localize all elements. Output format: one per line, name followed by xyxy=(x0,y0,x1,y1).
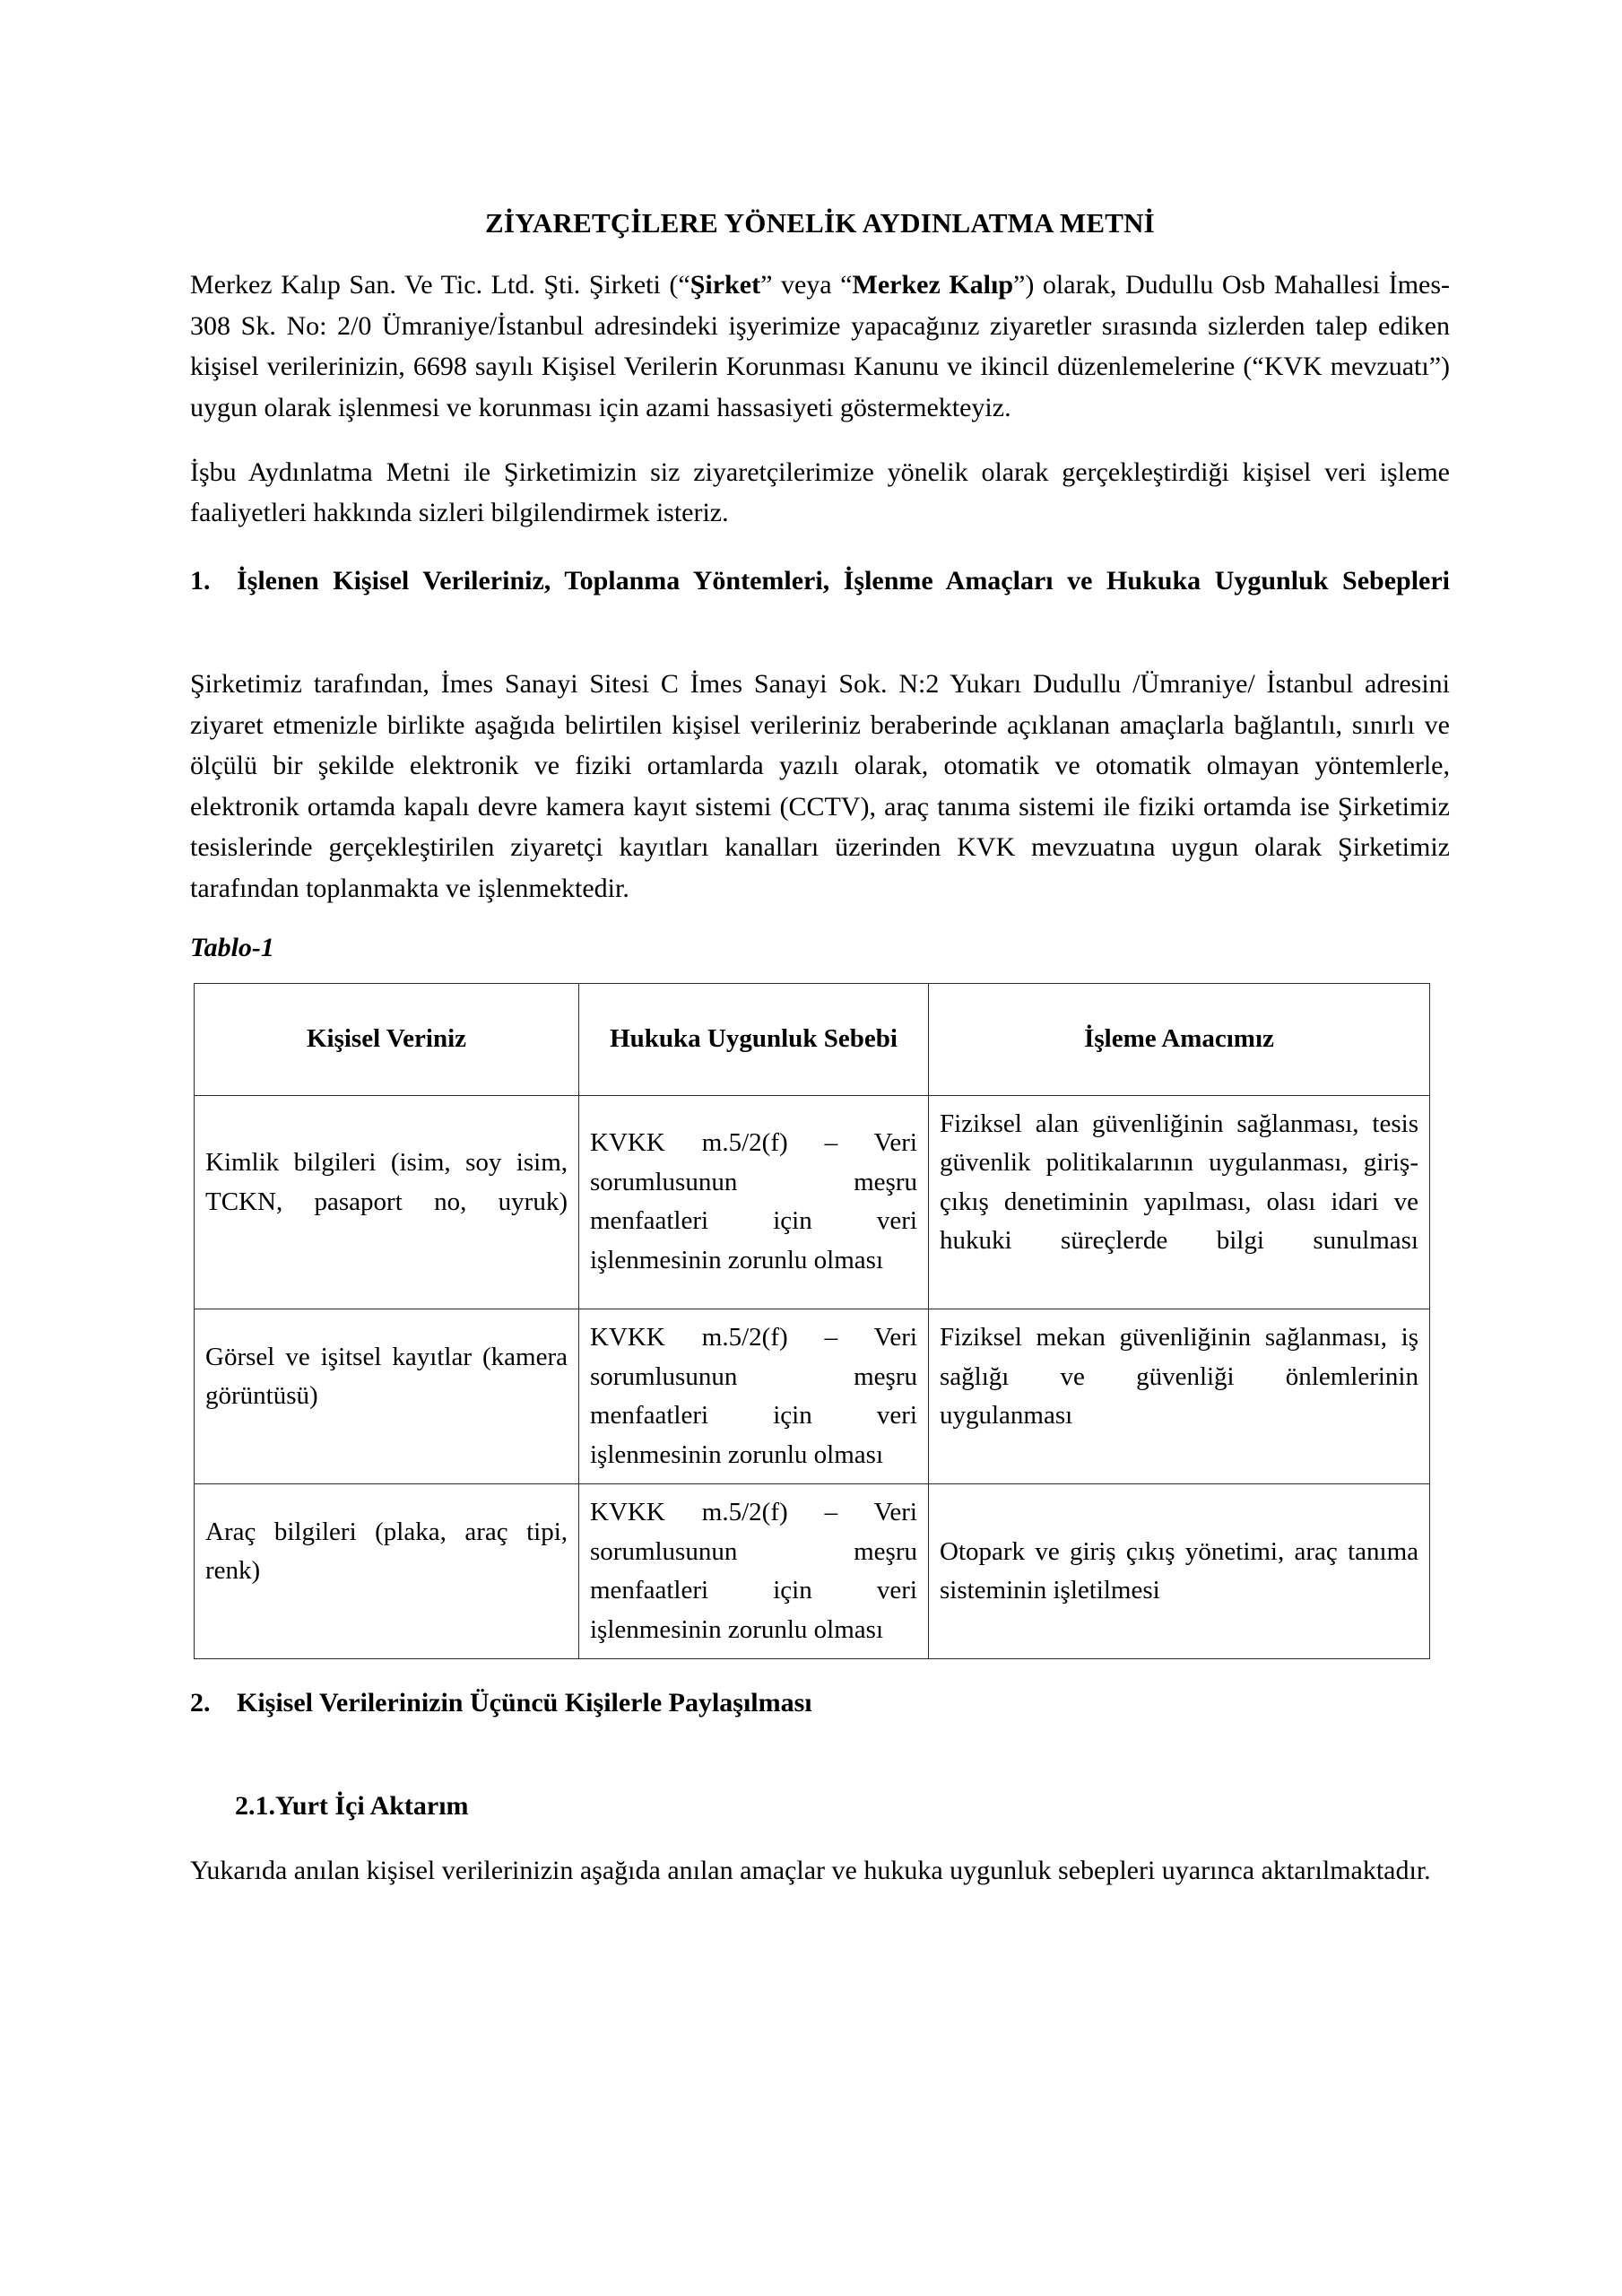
intro-paragraph-2: İşbu Aydınlatma Metni ile Şirketimizin siz ziyaretçilerimize yönelik olarak gerçekleştirdiği kişisel veri işleme faaliyetleri hakkında sizleri bilgilendirmek isteriz. xyxy=(190,457,1450,528)
section-1-heading xyxy=(190,561,1450,642)
intro-part-3: ”) olarak, Dudullu Osb Mahallesi İmes-308 Sk. No: 2/0 Ümraniye/İstanbul adresindeki işyerimize yapacağınız ziyaretler sırasında sizlerden talep ediken kişisel verilerinizin, 6698 sayılı Kişisel Verilerin Korunması Kanunu ve ikincil düzenlemelerine (“KVK mevzuatı”) uygun olarak işlenmesi ve korunması için azami hassasiyeti göstermekteyiz. xyxy=(190,270,1451,422)
table-cell-veri-2: Görsel ve işitsel kayıtlar (kamera görüntüsü) xyxy=(195,1309,579,1484)
page-title: ZİYARETÇİLERE YÖNELİK AYDINLATMA METNİ xyxy=(485,207,1155,239)
section-2-paragraph: Yukarıda anılan kişisel verilerinizin aşağıda anılan amaçlar ve hukuka uygunluk sebepleri uyarınca aktarılmaktadır. xyxy=(190,1855,1431,1885)
table-cell-amac-2: Fiziksel mekan güvenliğinin sağlanması, iş sağlığı ve güvenliği önlemlerinin uygulanması xyxy=(929,1309,1430,1484)
table-row xyxy=(195,1309,1430,1484)
table-caption: Tablo-1 xyxy=(190,932,274,962)
table-cell-sebep-2: KVKK m.5/2(f) – Veri sorumlusunun meşru menfaatleri için veri işlenmesinin zorunlu olması xyxy=(579,1309,929,1484)
section-1-number: 1. xyxy=(190,565,211,596)
table-cell-veri-1: Kimlik bilgileri (isim, soy isim, TCKN, pasaport no, uyruk) xyxy=(195,1095,579,1309)
intro-bold-merkez-kalip: Merkez Kalıp xyxy=(852,270,1014,300)
intro-paragraph-1 xyxy=(190,265,1450,428)
table-cell-sebep-3: KVKK m.5/2(f) – Veri sorumlusunun meşru menfaatleri için veri işlenmesinin zorunlu olması xyxy=(579,1484,929,1659)
table-cell-sebep-1: KVKK m.5/2(f) – Veri sorumlusunun meşru menfaatleri için veri işlenmesinin zorunlu olması xyxy=(579,1095,929,1309)
section-1-heading-text: İşlenen Kişisel Verileriniz, Toplanma Yöntemleri, İşlenme Amaçları ve Hukuka Uygunluk Sebepleri xyxy=(237,565,1450,596)
table-cell-amac-1: Fiziksel alan güvenliğinin sağlanması, tesis güvenlik politikalarının uygulanması, giriş-çıkış denetiminin yapılması, olası idari ve hukuki süreçlerde bilgi sunulması xyxy=(929,1095,1430,1309)
intro-part-1: Merkez Kalıp San. Ve Tic. Ltd. Şti. Şirketi (“ xyxy=(190,270,690,300)
personal-data-table xyxy=(194,983,1430,1660)
table-header-kisisel-veriniz: Kişisel Veriniz xyxy=(195,983,579,1095)
table-row xyxy=(195,1095,1430,1309)
section-2-1-subheading: 2.1.Yurt İçi Aktarım xyxy=(235,1791,469,1822)
intro-part-2: ” veya “ xyxy=(760,270,853,300)
table-cell-veri-3: Araç bilgileri (plaka, araç tipi, renk) xyxy=(195,1484,579,1659)
table-row xyxy=(195,1484,1430,1659)
table-header-row xyxy=(195,983,1430,1095)
intro-bold-sirket: Şirket xyxy=(690,270,761,300)
section-2-heading xyxy=(190,1683,1450,1764)
table-cell-amac-3: Otopark ve giriş çıkış yönetimi, araç tanıma sisteminin işletilmesi xyxy=(929,1484,1430,1659)
section-2-number: 2. xyxy=(190,1688,211,1718)
section-1-paragraph: Şirketimiz tarafından, İmes Sanayi Sitesi C İmes Sanayi Sok. N:2 Yukarı Dudullu /Ümraniye/ İstanbul adresini ziyaret etmenizle birlikte aşağıda belirtilen kişisel verileriniz beraberinde açıklanan amaçlarla bağlantılı, sınırlı ve ölçülü bir şekilde elektronik ve fiziki ortamlarda yazılı olarak, otomatik ve otomatik olmayan yöntemlerle, elektronik ortamda kapalı devre kamera kayıt sistemi (CCTV), araç tanıma sistemi ile fiziki ortamda ise Şirketimiz tesislerinde gerçekleştirilen ziyaretçi kayıtları kanalları üzerinden KVK mevzuatına uygun olarak Şirketimiz tarafından toplanmakta ve işlenmektedir. xyxy=(190,668,1450,903)
section-2-heading-text: Kişisel Verilerinizin Üçüncü Kişilerle Paylaşılması xyxy=(237,1688,812,1718)
table-header-isleme-amacimiz: İşleme Amacımız xyxy=(929,983,1430,1095)
table-header-hukuka-uygunluk-sebebi: Hukuka Uygunluk Sebebi xyxy=(579,983,929,1095)
